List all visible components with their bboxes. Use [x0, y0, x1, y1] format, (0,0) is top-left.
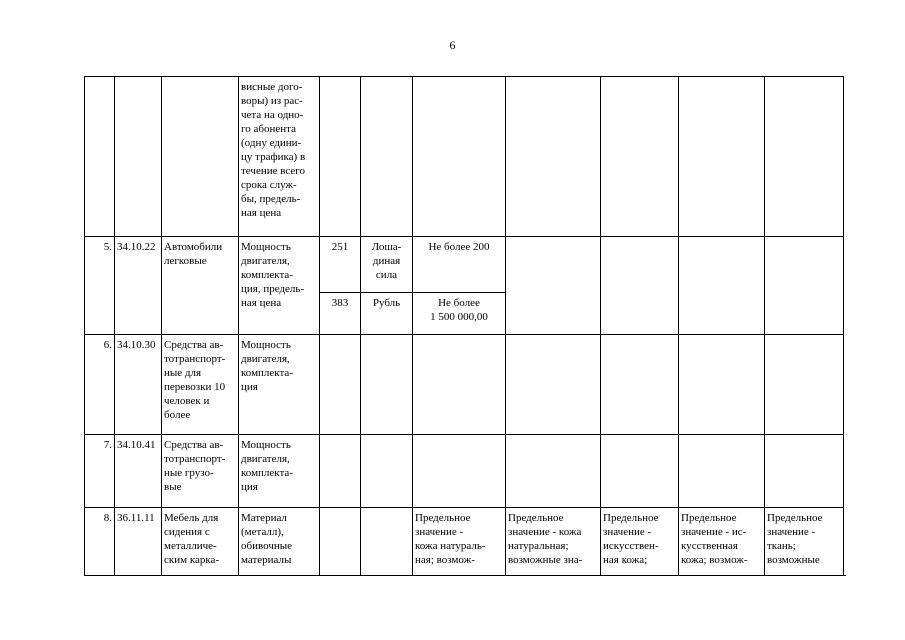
- cell-code: 34.10.30: [115, 335, 162, 435]
- cell-characteristic: Мощность двигателя, комплекта- ция: [239, 335, 320, 435]
- cell-code: [115, 77, 162, 237]
- cell-value: Не более 1 500 000,00: [413, 293, 506, 335]
- cell-code: 34.10.22: [115, 237, 162, 335]
- cell-unit-name: [361, 435, 413, 508]
- cell-value-2: [601, 335, 679, 435]
- cell-value-3: [679, 435, 765, 508]
- cell-name: Мебель для сидения с металличе- ским карка-: [162, 508, 239, 576]
- cell-name: Автомобили легковые: [162, 237, 239, 335]
- cell-value-2: [601, 435, 679, 508]
- cell-number: 8.: [85, 508, 115, 576]
- cell-value-3: Предельное значение - ис- кусственная кожа; возмож-: [679, 508, 765, 576]
- cell-value-1: Предельное значение - кожа натуральная; возможные зна-: [506, 508, 601, 576]
- cell-characteristic: висные дого- воры) из рас- чета на одно- го абонента (одну едини- цу трафика) в течение всего срока служ- бы, предель- ная цена: [239, 77, 320, 237]
- cell-value-2: [601, 77, 679, 237]
- cell-code: 34.10.41: [115, 435, 162, 508]
- cell-value-2: Предельное значение - искусствен- ная кожа;: [601, 508, 679, 576]
- cell-unit-code: 251: [320, 237, 361, 293]
- cell-unit-name: Рубль: [361, 293, 413, 335]
- cell-name: Средства ав- тотранспорт- ные грузо- вые: [162, 435, 239, 508]
- cell-code: 36.11.11: [115, 508, 162, 576]
- cell-value-1: [506, 237, 601, 335]
- table-row: [85, 508, 844, 576]
- cell-unit-code: [320, 77, 361, 237]
- cell-number: [85, 77, 115, 237]
- page-number: 6: [449, 38, 456, 52]
- cell-value: Предельное значение - кожа натураль- ная; возмож-: [413, 508, 506, 576]
- requirements-table: [84, 76, 844, 576]
- cell-unit-name: [361, 77, 413, 237]
- cell-name: [162, 77, 239, 237]
- cell-unit-code: 383: [320, 293, 361, 335]
- table-row: [85, 435, 844, 508]
- cell-number: 5.: [85, 237, 115, 335]
- cell-value-4: [765, 237, 844, 335]
- cell-value: [413, 335, 506, 435]
- cell-unit-name: [361, 335, 413, 435]
- cell-unit-code: [320, 335, 361, 435]
- cell-number: 7.: [85, 435, 115, 508]
- cell-value-1: [506, 335, 601, 435]
- cell-characteristic: Материал (металл), обивочные материалы: [239, 508, 320, 576]
- cell-value-1: [506, 77, 601, 237]
- cell-name: Средства ав- тотранспорт- ные для перевозки 10 человек и более: [162, 335, 239, 435]
- cell-value-2: [601, 237, 679, 335]
- table-row: [85, 237, 844, 293]
- cell-unit-code: [320, 508, 361, 576]
- cell-value: Не более 200: [413, 237, 506, 293]
- cell-value-4: [765, 335, 844, 435]
- table-bottom-border: [84, 575, 846, 576]
- cell-unit-name: Лоша- диная сила: [361, 237, 413, 293]
- cell-characteristic: Мощность двигателя, комплекта- ция: [239, 435, 320, 508]
- cell-value: [413, 77, 506, 237]
- cell-value-3: [679, 237, 765, 335]
- cell-value: [413, 435, 506, 508]
- cell-value-3: [679, 77, 765, 237]
- table-row: [85, 77, 844, 237]
- cell-value-1: [506, 435, 601, 508]
- cell-value-4: Предельное значение - ткань; возможные: [765, 508, 844, 576]
- cell-number: 6.: [85, 335, 115, 435]
- cell-value-3: [679, 335, 765, 435]
- cell-unit-name: [361, 508, 413, 576]
- table-row: [85, 335, 844, 435]
- cell-characteristic: Мощность двигателя, комплекта- ция, предель- ная цена: [239, 237, 320, 335]
- cell-value-4: [765, 77, 844, 237]
- cell-unit-code: [320, 435, 361, 508]
- cell-value-4: [765, 435, 844, 508]
